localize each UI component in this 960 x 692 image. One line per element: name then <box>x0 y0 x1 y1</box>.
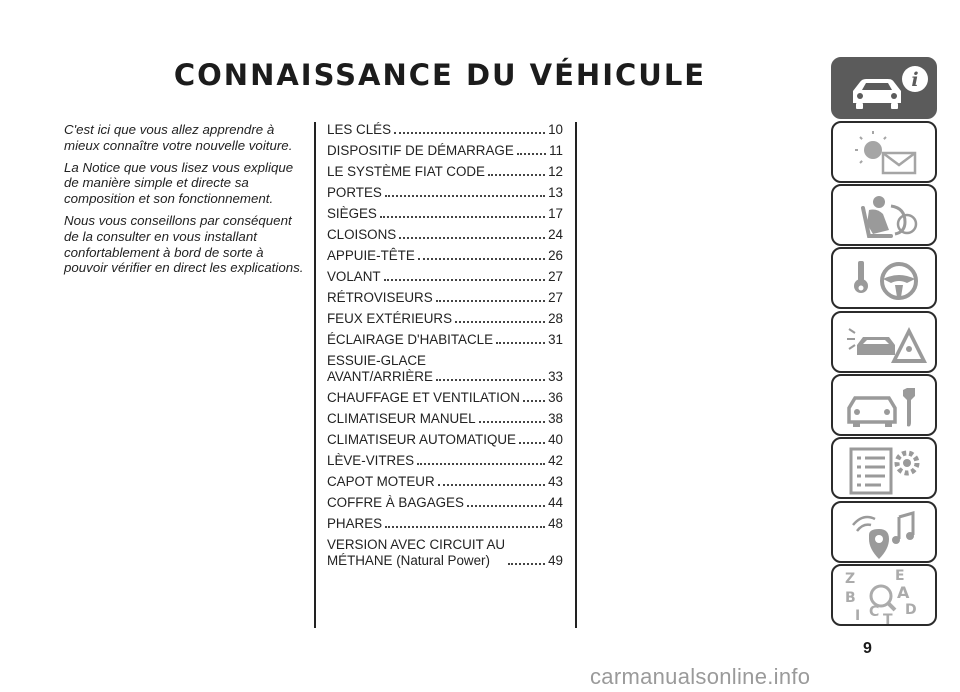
toc-item-title: ESSUIE-GLACE AVANT/ARRIÈRE <box>327 353 433 384</box>
toc-item[interactable] <box>327 390 563 406</box>
toc-item-title: CLOISONS <box>327 227 397 242</box>
toc-item-title: RÉTROVISEURS <box>327 290 433 305</box>
toc-item-title: CLIMATISEUR AUTOMATIQUE <box>327 432 516 447</box>
multimedia-icon <box>833 503 939 565</box>
toc-item-title: DISPOSITIF DE DÉMARRAGE <box>327 143 514 158</box>
toc-item[interactable] <box>327 353 563 385</box>
toc-item-page: 12 <box>548 164 563 179</box>
toc-item-page: 40 <box>548 432 563 447</box>
toc-item-title: FEUX EXTÉRIEURS <box>327 311 453 326</box>
toc-item[interactable] <box>327 495 563 511</box>
intro-paragraph: C'est ici que vous allez apprendre à mieux connaître votre nouvelle voiture. <box>64 122 293 153</box>
tab-starting-driving[interactable] <box>831 247 937 309</box>
toc-item-title: CHAUFFAGE ET VENTILATION <box>327 390 520 405</box>
toc-leader-dots <box>384 279 546 281</box>
toc-leader-dots <box>479 421 546 423</box>
toc-leader-dots <box>467 505 545 507</box>
toc-leader-dots <box>438 484 545 486</box>
toc-item-title: VOLANT <box>327 269 381 284</box>
intro-paragraph: Nous vous conseillons par conséquent de la consulter en vous installant confortablement à bord de sorte à pouvoir vérifier en direct les explications. <box>64 212 304 276</box>
toc-item-page: 44 <box>548 495 563 510</box>
toc-leader-dots <box>517 153 546 155</box>
toc-item[interactable] <box>327 248 563 264</box>
page-title: CONNAISSANCE DU VÉHICULE <box>173 58 707 92</box>
index-letter: A <box>897 583 910 602</box>
toc-item[interactable] <box>327 453 563 469</box>
car-maintenance-icon <box>833 376 939 438</box>
tab-vehicle-knowledge[interactable] <box>831 57 937 119</box>
toc-item-page: 31 <box>548 332 563 347</box>
index-letter: C <box>869 604 880 620</box>
toc-item-title: PHARES <box>327 516 383 531</box>
toc-item-title: LE SYSTÈME FIAT CODE <box>327 164 485 179</box>
toc-item-title: PORTES <box>327 185 382 200</box>
svg-text:i: i <box>911 69 919 91</box>
car-info-icon <box>833 59 939 121</box>
warning-lights-icon <box>833 123 939 185</box>
toc-leader-dots <box>417 463 545 465</box>
toc-leader-dots <box>519 442 545 444</box>
tab-index[interactable] <box>831 564 937 626</box>
toc-item[interactable] <box>327 332 563 348</box>
tab-warning-lights[interactable] <box>831 121 937 183</box>
index-letter: B <box>845 590 856 606</box>
toc-item-page: 26 <box>548 248 563 263</box>
toc-item-page: 13 <box>548 185 563 200</box>
toc-item[interactable] <box>327 122 563 138</box>
toc-item-page: 24 <box>548 227 563 242</box>
toc-item[interactable] <box>327 311 563 327</box>
index-letter: T <box>883 612 893 628</box>
toc-leader-dots <box>385 195 545 197</box>
watermark: carmanualsonline.info <box>590 664 811 689</box>
specifications-icon <box>833 439 939 501</box>
tab-multimedia[interactable] <box>831 501 937 563</box>
toc-item-title: CAPOT MOTEUR <box>327 474 435 489</box>
intro-text <box>64 122 304 282</box>
toc-item-page: 38 <box>548 411 563 426</box>
page-number: 9 <box>863 640 872 657</box>
toc-leader-dots <box>385 526 545 528</box>
column-divider <box>575 122 577 628</box>
toc-leader-dots <box>380 216 545 218</box>
toc-item[interactable] <box>327 516 563 532</box>
toc-item-title: SIÈGES <box>327 206 377 221</box>
toc-item[interactable] <box>327 411 563 427</box>
toc-item-page: 10 <box>548 122 563 137</box>
toc-item-page: 36 <box>548 390 563 405</box>
intro-paragraph: La Notice que vous lisez vous explique de manière simple et directe sa composition et son fonctionnement. <box>64 159 294 207</box>
toc-item-title: LES CLÉS <box>327 122 392 137</box>
toc-leader-dots <box>436 300 545 302</box>
toc-item[interactable] <box>327 164 563 180</box>
toc-item-page: 27 <box>548 269 563 284</box>
toc-item[interactable] <box>327 432 563 448</box>
car-emergency-icon <box>833 313 939 375</box>
toc-item[interactable] <box>327 227 563 243</box>
toc-leader-dots <box>488 174 545 176</box>
toc-item-page: 27 <box>548 290 563 305</box>
toc-item-page: 42 <box>548 453 563 468</box>
toc-item[interactable] <box>327 143 563 159</box>
table-of-contents <box>327 122 563 574</box>
toc-item-title: LÈVE-VITRES <box>327 453 415 468</box>
airbag-seat-icon <box>833 186 939 248</box>
toc-item-page: 49 <box>548 553 563 568</box>
toc-item-title: APPUIE-TÊTE <box>327 248 415 263</box>
column-divider <box>314 122 316 628</box>
toc-item-title: VERSION AVEC CIRCUIT AU MÉTHANE (Natural Power) <box>327 537 506 568</box>
toc-item[interactable] <box>327 269 563 285</box>
toc-item-title: CLIMATISEUR MANUEL <box>327 411 476 426</box>
toc-leader-dots <box>418 258 545 260</box>
toc-item-page: 33 <box>548 369 563 384</box>
index-letter: E <box>895 568 905 584</box>
toc-leader-dots <box>399 237 545 239</box>
toc-leader-dots <box>436 379 545 381</box>
key-steering-wheel-icon <box>833 249 939 311</box>
index-letter: I <box>855 608 861 624</box>
toc-item-page: 11 <box>549 143 563 158</box>
index-letter: D <box>905 602 917 618</box>
toc-leader-dots <box>496 342 545 344</box>
index-letter: Z <box>845 571 856 587</box>
tab-emergency[interactable] <box>831 311 937 373</box>
toc-item[interactable] <box>327 185 563 201</box>
tab-technical-data[interactable] <box>831 437 937 499</box>
toc-leader-dots <box>523 400 545 402</box>
toc-leader-dots <box>455 321 545 323</box>
toc-leader-dots <box>394 132 545 134</box>
toc-item-title: COFFRE À BAGAGES <box>327 495 464 510</box>
toc-item[interactable] <box>327 537 563 569</box>
toc-leader-dots <box>508 563 545 565</box>
tab-maintenance[interactable] <box>831 374 937 436</box>
tab-safety[interactable] <box>831 184 937 246</box>
toc-item-page: 17 <box>548 206 563 221</box>
index-icon <box>833 566 939 628</box>
toc-item[interactable] <box>327 206 563 222</box>
toc-item-page: 48 <box>548 516 563 531</box>
toc-item[interactable] <box>327 290 563 306</box>
toc-item[interactable] <box>327 474 563 490</box>
toc-item-page: 43 <box>548 474 563 489</box>
toc-item-title: ÉCLAIRAGE D'HABITACLE <box>327 332 494 347</box>
toc-item-page: 28 <box>548 311 563 326</box>
